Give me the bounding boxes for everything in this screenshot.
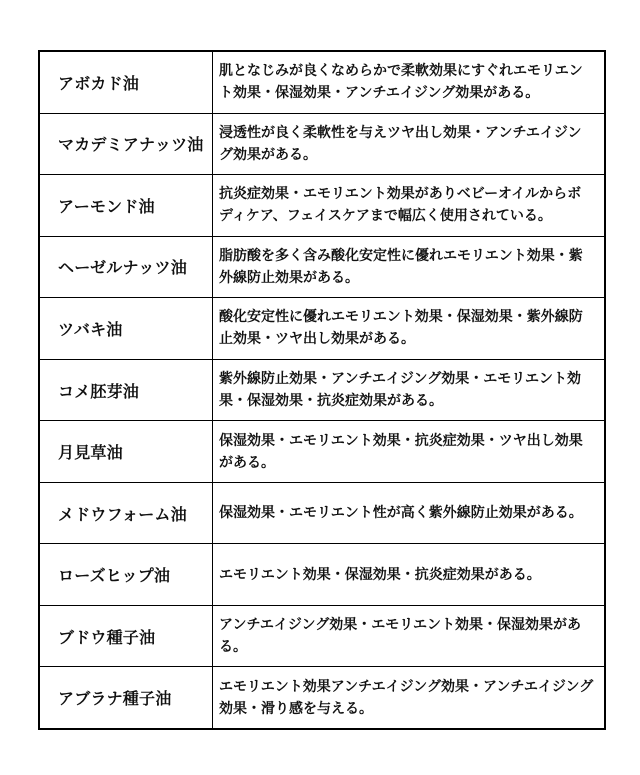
table-row bbox=[40, 52, 604, 114]
table-row bbox=[40, 360, 604, 422]
oil-name: ブドウ種子油 bbox=[40, 606, 213, 667]
table-row bbox=[40, 421, 604, 483]
oil-name: コメ胚芽油 bbox=[40, 360, 213, 421]
table-row bbox=[40, 667, 604, 728]
table-row bbox=[40, 237, 604, 299]
oil-name: 月見草油 bbox=[40, 421, 213, 482]
table-row bbox=[40, 544, 604, 606]
oil-name: ヘーゼルナッツ油 bbox=[40, 237, 213, 298]
oil-name: マカデミアナッツ油 bbox=[40, 114, 213, 175]
table-row bbox=[40, 114, 604, 176]
oil-name: ツバキ油 bbox=[40, 298, 213, 359]
oil-name: ローズヒップ油 bbox=[40, 544, 213, 605]
table-row bbox=[40, 483, 604, 545]
table-row bbox=[40, 175, 604, 237]
oil-description: 抗炎症効果・エモリエント効果がありベビーオイルからボディケア、フェイスケアまで幅広く使用されている。 bbox=[219, 186, 582, 225]
oil-name: アーモンド油 bbox=[40, 175, 213, 236]
oil-description: 肌となじみが良くなめらかで柔軟効果にすぐれエモリエント効果・保湿効果・アンチエイジング効果がある。 bbox=[219, 63, 583, 102]
oil-name: アブラナ種子油 bbox=[40, 667, 213, 728]
oil-description: エモリエント効果・保湿効果・抗炎症効果がある。 bbox=[219, 566, 541, 583]
oil-description: 酸化安定性に優れエモリエント効果・保湿効果・紫外線防止効果・ツヤ出し効果がある。 bbox=[219, 309, 583, 348]
oil-description: 脂肪酸を多く含み酸化安定性に優れエモリエント効果・紫外線防止効果がある。 bbox=[219, 247, 583, 286]
oil-name: アボカド油 bbox=[40, 52, 213, 113]
oil-description: 紫外線防止効果・アンチエイジング効果・エモリエント効果・保湿効果・抗炎症効果がある。 bbox=[219, 371, 581, 409]
oil-description: 保湿効果・エモリエント効果・抗炎症効果・ツヤ出し効果がある。 bbox=[219, 432, 583, 471]
oil-description: 浸透性が良く柔軟性を与えツヤ出し効果・アンチエイジング効果がある。 bbox=[219, 124, 582, 163]
table-row bbox=[40, 606, 604, 668]
table-row bbox=[40, 298, 604, 360]
oil-description: エモリエント効果アンチエイジング効果・アンチエイジング効果・滑り感を与える。 bbox=[219, 678, 594, 717]
oil-name: メドウフォーム油 bbox=[40, 483, 213, 544]
oil-description: アンチエイジング効果・エモリエント効果・保湿効果がある。 bbox=[219, 617, 581, 656]
oil-description: 保湿効果・エモリエント性が高く紫外線防止効果がある。 bbox=[219, 505, 583, 522]
oil-table bbox=[38, 50, 606, 730]
